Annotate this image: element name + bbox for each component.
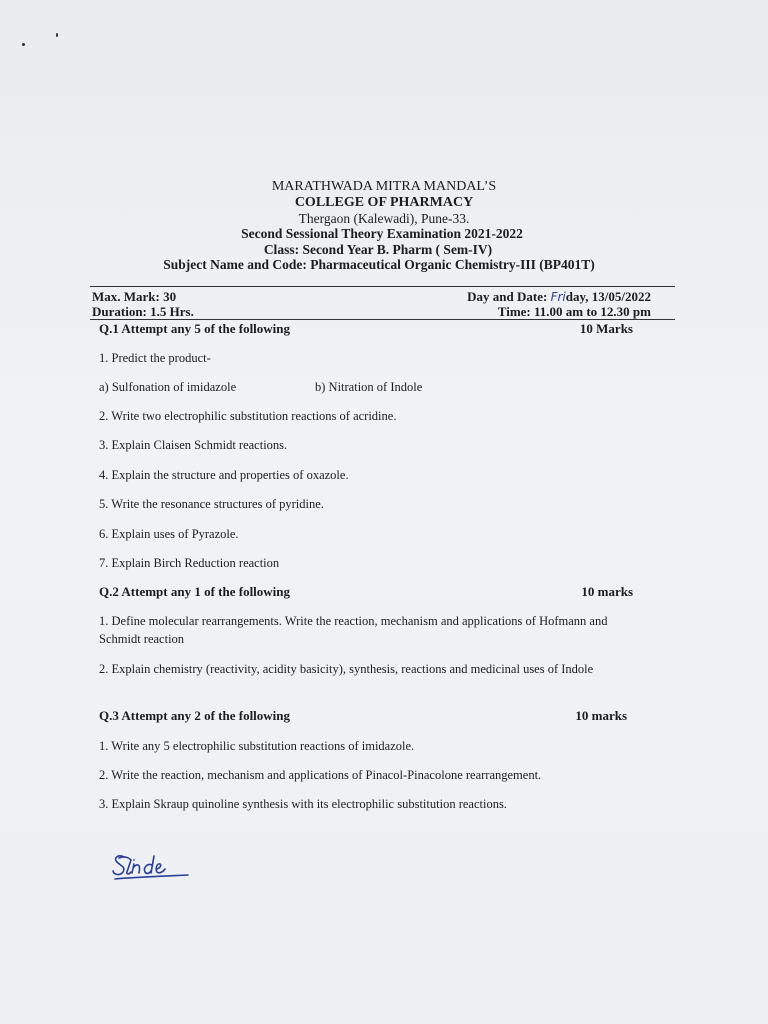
q1-item: 2. Write two electrophilic substitution reactions of acridine. [99,409,397,423]
q1-subitem-a: a) Sulfonation of imidazole [99,380,237,394]
q1-item: 5. Write the resonance structures of pyridine. [99,497,324,511]
max-mark: Max. Mark: 30 [92,289,177,304]
q1-item: 7. Explain Birch Reduction reaction [99,556,280,570]
q3-title: Q.3 Attempt any 2 of the following [99,708,291,723]
signature [110,848,200,889]
q1-subitem-row [99,378,639,396]
q3-item: 3. Explain Skraup quinoline synthesis with its electrophilic substitution reactions. [99,797,507,811]
q1-item: 3. Explain Claisen Schmidt reactions. [99,438,288,452]
speck-mark [56,33,58,37]
org-name: MARATHWADA MITRA MANDAL’S [271,179,497,194]
handwritten-signature [110,848,200,884]
college-address: Thergaon (Kalewadi), Pune-33. [298,211,470,226]
bottom-rule [90,319,675,320]
top-rule [90,286,675,287]
q3-marks: 10 marks [575,708,627,723]
q3-item: 1. Write any 5 electrophilic substitution reactions of imidazole. [99,739,415,753]
duration: Duration: 1.5 Hrs. [92,304,194,319]
q3-item: 2. Write the reaction, mechanism and applications of Pinacol-Pinacolone rearrangement. [99,768,542,782]
q1-marks: 10 Marks [579,321,633,336]
q2-item: 2. Explain chemistry (reactivity, acidity basicity), synthesis, reactions and medicinal uses of Indole [99,662,594,676]
q2-marks: 10 marks [581,584,633,599]
q1-item: 1. Predict the product- [99,351,211,365]
q2-heading [99,584,633,600]
q1-subitem-b: b) Nitration of Indole [315,380,423,394]
subject-title: Subject Name and Code: Pharmaceutical Organic Chemistry-III (BP401T) [163,257,595,272]
q1-title: Q.1 Attempt any 5 of the following [99,321,291,336]
q1-item: 4. Explain the structure and properties of oxazole. [99,468,349,482]
q1-heading [99,321,633,337]
handwritten-day: Fri [550,290,566,304]
exam-title: Second Sessional Theory Examination 2021-2022 [241,226,523,241]
q2-title: Q.2 Attempt any 1 of the following [99,584,291,599]
q2-item: 1. Define molecular rearrangements. Write the reaction, mechanism and applications of Hofmann and Schmidt reaction [99,614,608,646]
q3-heading [99,708,633,724]
meta-row-1 [92,289,651,305]
class-title: Class: Second Year B. Pharm ( Sem-IV) [263,242,493,257]
speck-mark [22,43,25,46]
day-date-label: Day and Date: [467,289,548,304]
day-date [467,289,651,305]
meta-row-2 [92,304,651,320]
exam-time: Time: 11.00 am to 12.30 pm [497,304,651,319]
q1-item: 6. Explain uses of Pyrazole. [99,527,239,541]
college-name: COLLEGE OF PHARMACY [294,195,474,210]
day-date-value: day, 13/05/2022 [565,289,651,304]
